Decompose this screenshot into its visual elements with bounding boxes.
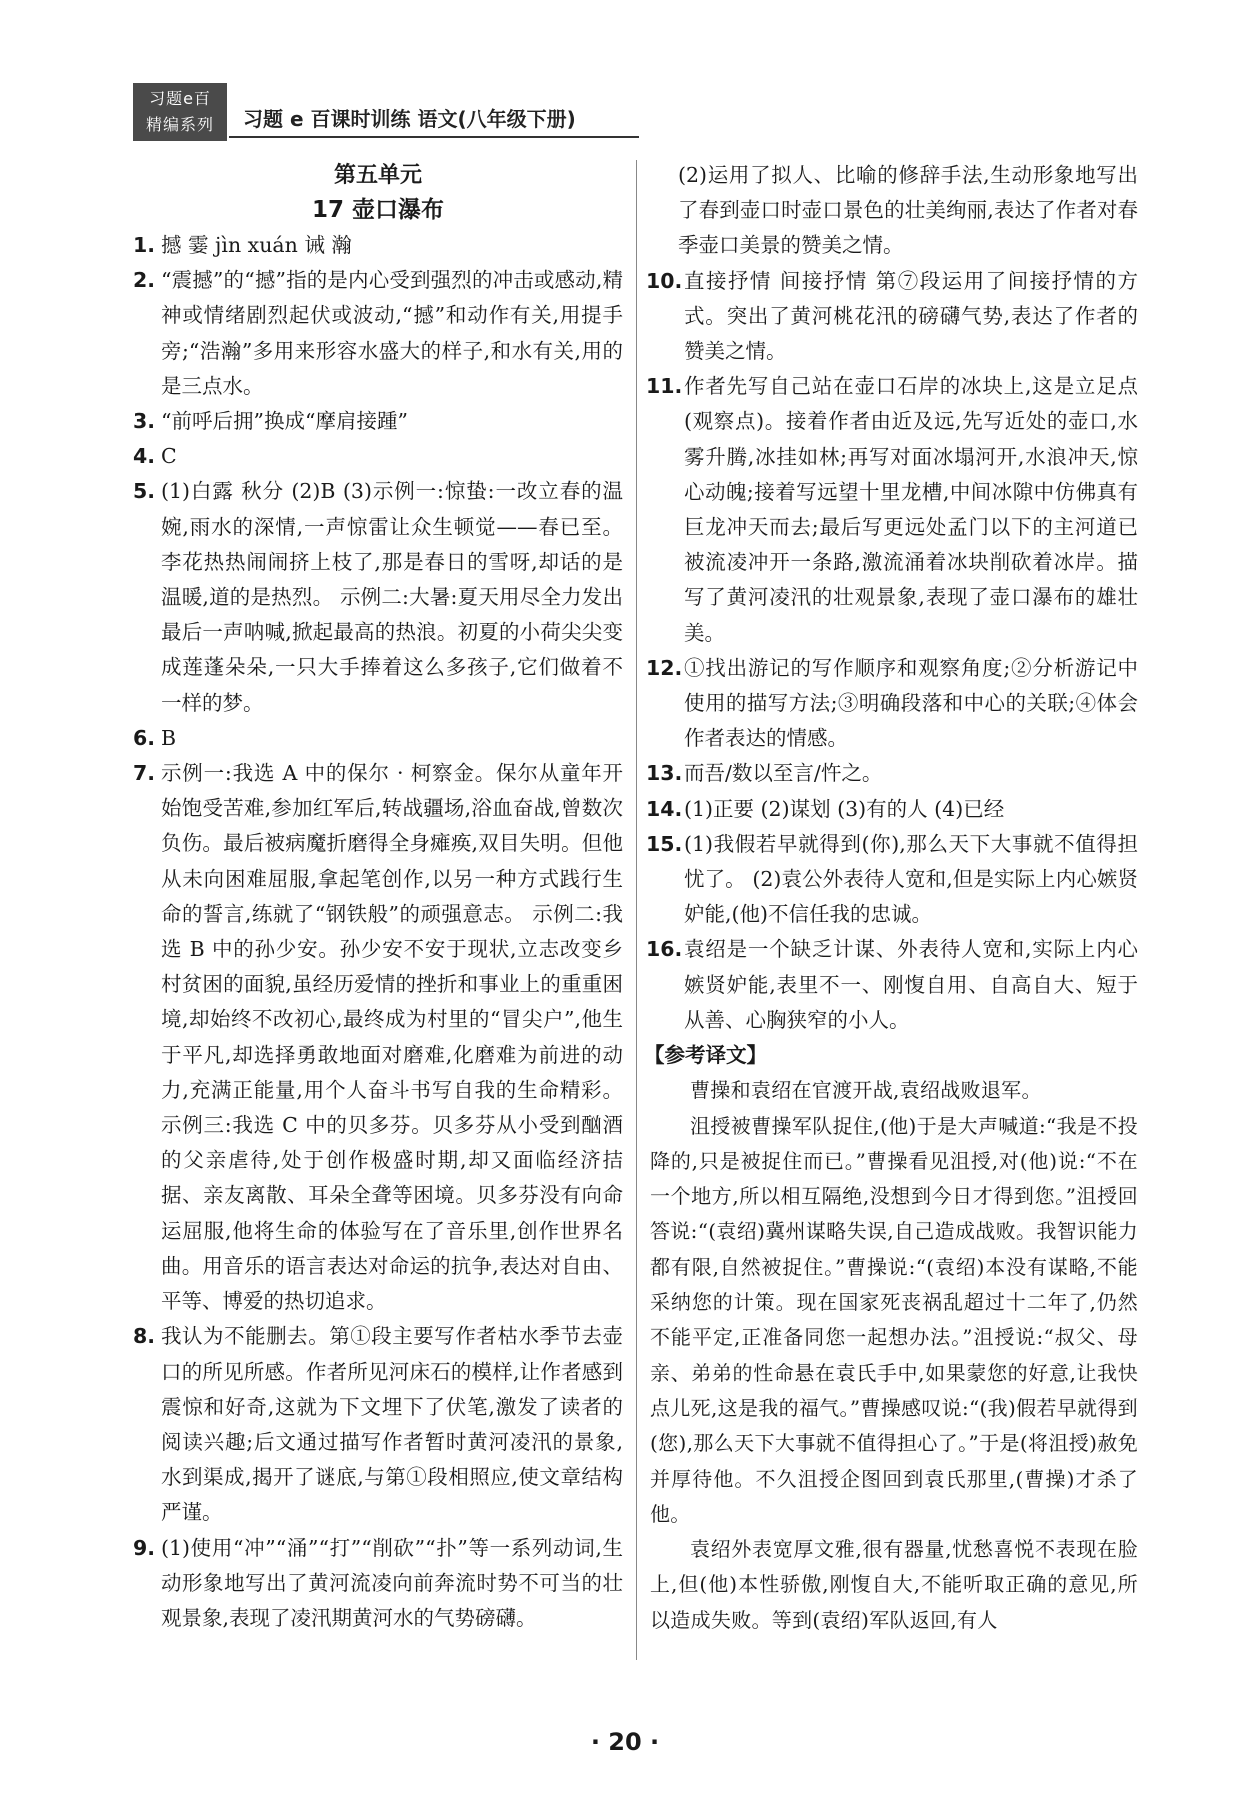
answer-item <box>133 1319 623 1530</box>
answer-number: 8. <box>133 1324 156 1349</box>
answer-number: 11. <box>646 374 683 399</box>
answer-number: 1. <box>133 233 156 257</box>
translation-paragraph: 袁绍外表宽厚文雅,很有器量,忧愁喜悦不表现在脸上,但(他)本性骄傲,刚愎自大,不能听取正确的意见,所以造成失败。等到(袁绍)军队返回,有人 <box>650 1537 1138 1632</box>
answer-item <box>133 263 623 404</box>
reference-translation-heading: 【参考译文】 <box>644 1043 767 1068</box>
answer-text: (1)我假若早就得到(你),那么天下大事就不值得担忧了。 (2)袁公外表待人宽和,但是实际上内心嫉贤妒能,(他)不信任我的忠诚。 <box>684 831 1138 927</box>
answer-text: 我认为不能删去。第①段主要写作者枯水季节去壶口的所见所感。作者所见河床石的模样,让作者感到震惊和好奇,这就为下文埋下了伏笔,激发了读者的阅读兴趣;后文通过描写作者暂时黄河凌汛的景象,水到渠成,揭开了谜底,与第①段相照应,使文章结构严谨。 <box>161 1324 623 1525</box>
answer-text: “前呼后拥”换成“摩肩接踵” <box>161 409 408 434</box>
lesson-title: 17 壶口瀑布 <box>311 197 444 223</box>
answer-number: 15. <box>646 831 683 856</box>
answer-item <box>133 404 623 439</box>
answer-item <box>133 439 623 474</box>
answer-item <box>646 651 1138 757</box>
page-header <box>133 83 639 143</box>
answer-text: 而吾/数以至言/忤之。 <box>684 761 883 786</box>
answer-item <box>133 721 623 756</box>
answer-number: 3. <box>133 409 156 434</box>
answer-number: 14. <box>646 796 683 821</box>
answer-text: (1)白露 秋分 (2)B (3)示例一:惊蛰:一改立春的温婉,雨水的深情,一声惊雷让众生顿觉——春已至。李花热热闹闹挤上枝了,那是春日的雪呀,却话的是温暖,道的是热烈。 示例二:大暑:夏天用尽全力发出最后一声呐喊,掀起最高的热浪。初夏的小荷尖尖变成莲蓬朵朵,一只大手捧着这么多孩子,它们做着不一样的梦。 <box>161 479 623 715</box>
answer-number: 6. <box>133 725 156 750</box>
unit-title: 第五单元 <box>333 163 422 188</box>
answer-text: 作者先写自己站在壶口石岸的冰块上,这是立足点(观察点)。接着作者由近及远,先写近处的壶口,水雾升腾,冰挂如林;再写对面冰塌河开,水浪冲天,惊心动魄;接着写远望十里龙槽,中间冰隙中仿佛真有巨龙冲天而去;最后写更远处孟门以下的主河道已被流凌冲开一条路,激流涌着冰块削砍着冰岸。描写了黄河凌汛的壮观景象,表现了壶口瀑布的雄壮美。 <box>684 374 1138 645</box>
translation-paragraph: 沮授被曹操军队捉住,(他)于是大声喊道:“我是不投降的,只是被捉住而已。”曹操看见沮授,对(他)说:“不在一个地方,所以相互隔绝,没想到今日才得到您。”沮授回答说:“(袁绍)冀州谋略失误,自己造成战败。我智识能力都有限,自然被捉住。”曹操说:“(袁绍)本没有谋略,不能采纳您的计策。现在国家死丧祸乱超过十二年了,仍然不能平定,正准备同您一起想办法。”沮授说:“叔父、母亲、弟弟的性命悬在袁氏手中,如果蒙您的好意,让我快点儿死,这是我的福气。”曹操感叹说:“(我)假若早就得到(您),那么天下大事就不值得担心了。”于是(将沮授)赦免并厚待他。不久沮授企图回到袁氏那里,(曹操)才杀了他。 <box>650 1113 1138 1526</box>
answer-item <box>133 1531 623 1637</box>
answer-number: 4. <box>133 444 156 469</box>
answer-item <box>646 369 1138 651</box>
answer-continuation: (2)运用了拟人、比喻的修辞手法,生动形象地写出了春到壶口时壶口景色的壮美绚丽,表达了作者对春季壶口美景的赞美之情。 <box>678 163 1138 258</box>
answer-number: 7. <box>133 761 156 786</box>
answer-text: (1)正要 (2)谋划 (3)有的人 (4)已经 <box>684 796 1005 821</box>
answer-number: 10. <box>646 268 683 293</box>
answer-number: 9. <box>133 1535 156 1560</box>
answer-text: “震撼”的“撼”指的是内心受到强烈的冲击或感动,精神或情绪剧烈起伏或波动,“撼”和动作有关,用提手旁;“浩瀚”多用来形容水盛大的样子,和水有关,用的是三点水。 <box>161 268 623 398</box>
right-column <box>644 158 1138 1638</box>
answer-item <box>646 932 1138 1038</box>
translation-paragraph: 曹操和袁绍在官渡开战,袁绍战败退军。 <box>690 1078 1042 1103</box>
answer-item <box>646 756 1138 791</box>
answer-item <box>133 756 623 1319</box>
answer-item <box>133 474 623 720</box>
answer-number: 5. <box>133 479 156 504</box>
answer-text: 示例一:我选 A 中的保尔 · 柯察金。保尔从童年开始饱受苦难,参加红军后,转战疆场,浴血奋战,曾数次负伤。最后被病魔折磨得全身瘫痪,双目失明。但他从未向困难屈服,拿起笔创作,以另一种方式践行生命的誓言,练就了“钢铁般”的顽强意志。 示例二:我选 B 中的孙少安。孙少安不安于现状,立志改变乡村贫困的面貌,虽经历爱情的挫折和事业上的重重困境,却始终不改初心,最终成为村里的“冒尖户”,他生于平凡,却选择勇敢地面对磨难,化磨难为前进的动力,充满正能量,用个人奋斗书写自我的生命精彩。 示例三:我选 C 中的贝多芬。贝多芬从小受到酗酒的父亲虐待,处于创作极盛时期,却又面临经济拮据、亲友离散、耳朵全聋等困境。贝多芬没有向命运屈服,他将生命的体验写在了音乐里,创作世界名曲。用音乐的语言表达对命运的抗争,表达对自由、平等、博爱的热切追求。 <box>161 761 623 1314</box>
answer-text: ①找出游记的写作顺序和观察角度;②分析游记中使用的描写方法;③明确段落和中心的关联;④体会作者表达的情感。 <box>684 655 1138 751</box>
page-number: · 20 · <box>590 1728 660 1756</box>
answer-item <box>646 792 1138 827</box>
answer-number: 16. <box>646 937 683 962</box>
answer-item <box>133 228 623 263</box>
series-badge <box>133 83 227 141</box>
answer-number: 2. <box>133 268 156 293</box>
answer-text: 直接抒情 间接抒情 第⑦段运用了间接抒情的方式。突出了黄河桃花汛的磅礴气势,表达了作者的赞美之情。 <box>684 268 1138 364</box>
book-title: 习题 e 百课时训练 语文(八年级下册) <box>243 107 576 131</box>
column-divider <box>636 160 637 1660</box>
badge-line-1: 习题e百 <box>149 89 211 108</box>
answer-number: 13. <box>646 761 683 786</box>
answer-text: B <box>161 725 177 750</box>
badge-line-2: 精编系列 <box>145 115 214 134</box>
left-column <box>133 158 623 1636</box>
answer-text: 撼 霎 jìn xuán 诫 瀚 <box>161 233 352 257</box>
header-rule <box>229 136 639 138</box>
answer-number: 12. <box>646 655 683 680</box>
answer-text: 袁绍是一个缺乏计谋、外表待人宽和,实际上内心嫉贤妒能,表里不一、刚愎自用、自高自大、短于从善、心胸狭窄的小人。 <box>684 937 1138 1032</box>
answer-item <box>646 827 1138 933</box>
answer-item <box>646 264 1138 370</box>
answer-text: (1)使用“冲”“涌”“打”“削砍”“扑”等一系列动词,生动形象地写出了黄河流凌向前奔流时势不可当的壮观景象,表现了凌汛期黄河水的气势磅礴。 <box>161 1535 623 1630</box>
answer-text: C <box>161 444 177 469</box>
